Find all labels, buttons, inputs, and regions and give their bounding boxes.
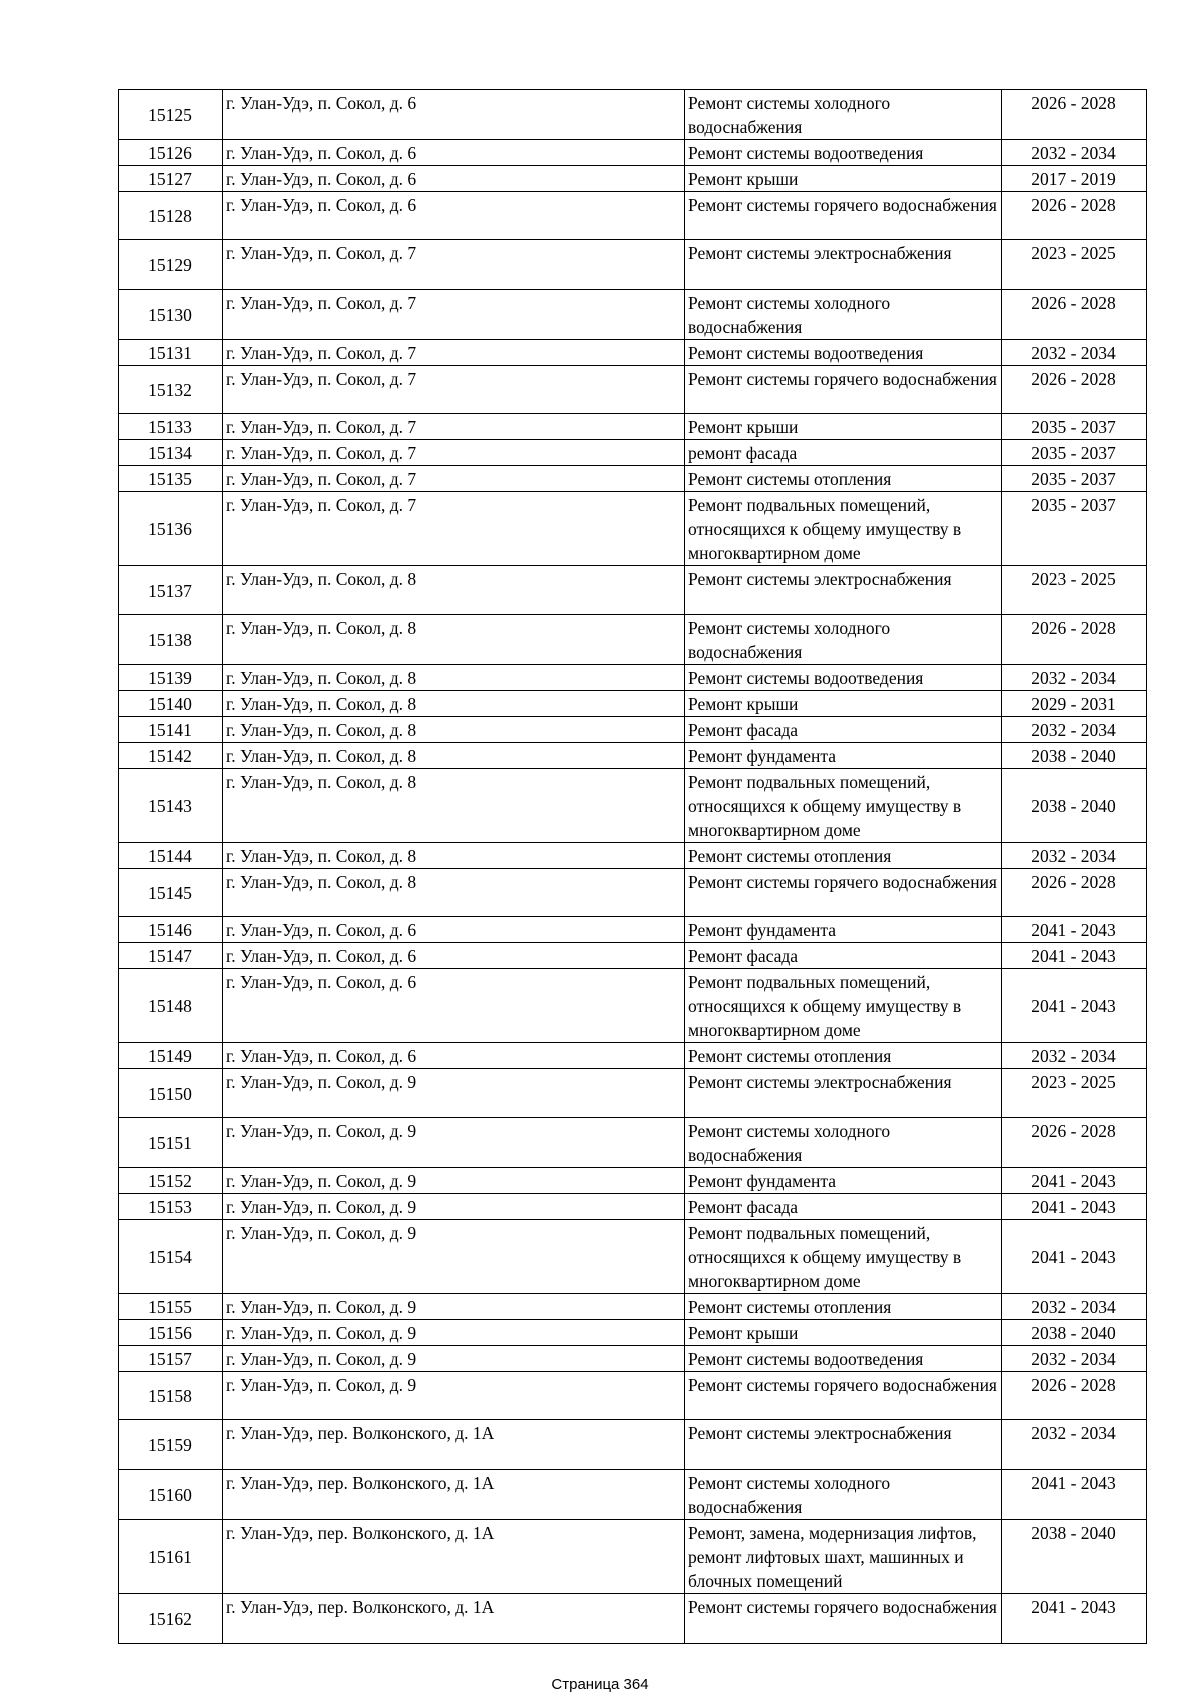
row-id-cell: 15152: [119, 1168, 223, 1194]
work-type-cell: Ремонт фундамента: [685, 917, 1002, 943]
row-id-cell: 15128: [119, 192, 223, 240]
table-row: [119, 466, 1147, 492]
row-id-cell: 15125: [119, 90, 223, 140]
address-cell: г. Улан-Удэ, п. Сокол, д. 6: [223, 90, 685, 140]
table-row: [119, 615, 1147, 665]
address-cell: г. Улан-Удэ, п. Сокол, д. 8: [223, 665, 685, 691]
table-row: [119, 743, 1147, 769]
address-cell: г. Улан-Удэ, п. Сокол, д. 9: [223, 1069, 685, 1118]
period-cell: 2035 - 2037: [1002, 466, 1147, 492]
address-cell: г. Улан-Удэ, п. Сокол, д. 7: [223, 290, 685, 340]
period-cell: 2035 - 2037: [1002, 440, 1147, 466]
work-type-cell: Ремонт системы холодного водоснабжения: [685, 1470, 1002, 1520]
row-id-cell: 15148: [119, 969, 223, 1043]
period-cell: 2041 - 2043: [1002, 1194, 1147, 1220]
address-cell: г. Улан-Удэ, п. Сокол, д. 8: [223, 869, 685, 917]
period-cell: 2041 - 2043: [1002, 969, 1147, 1043]
address-cell: г. Улан-Удэ, п. Сокол, д. 6: [223, 192, 685, 240]
row-id-cell: 15145: [119, 869, 223, 917]
row-id-cell: 15154: [119, 1220, 223, 1294]
work-type-cell: Ремонт системы водоотведения: [685, 665, 1002, 691]
table-row: [119, 691, 1147, 717]
table-row: [119, 140, 1147, 166]
address-cell: г. Улан-Удэ, п. Сокол, д. 7: [223, 492, 685, 566]
address-cell: г. Улан-Удэ, п. Сокол, д. 7: [223, 366, 685, 414]
address-cell: г. Улан-Удэ, п. Сокол, д. 9: [223, 1194, 685, 1220]
row-id-cell: 15156: [119, 1320, 223, 1346]
period-cell: 2041 - 2043: [1002, 1470, 1147, 1520]
work-type-cell: Ремонт, замена, модернизация лифтов, ремонт лифтовых шахт, машинных и блочных помещений: [685, 1520, 1002, 1594]
row-id-cell: 15149: [119, 1043, 223, 1069]
address-cell: г. Улан-Удэ, п. Сокол, д. 8: [223, 717, 685, 743]
period-cell: 2038 - 2040: [1002, 743, 1147, 769]
work-type-cell: Ремонт системы отопления: [685, 466, 1002, 492]
table-row: [119, 1470, 1147, 1520]
row-id-cell: 15162: [119, 1594, 223, 1644]
work-type-cell: Ремонт системы электроснабжения: [685, 566, 1002, 615]
work-type-cell: Ремонт фундамента: [685, 1168, 1002, 1194]
table-row: [119, 566, 1147, 615]
period-cell: 2035 - 2037: [1002, 414, 1147, 440]
period-cell: 2041 - 2043: [1002, 917, 1147, 943]
table-row: [119, 1594, 1147, 1644]
period-cell: 2038 - 2040: [1002, 769, 1147, 843]
row-id-cell: 15132: [119, 366, 223, 414]
address-cell: г. Улан-Удэ, п. Сокол, д. 9: [223, 1118, 685, 1168]
table-row: [119, 440, 1147, 466]
row-id-cell: 15137: [119, 566, 223, 615]
work-type-cell: Ремонт фасада: [685, 717, 1002, 743]
address-cell: г. Улан-Удэ, пер. Волконского, д. 1А: [223, 1420, 685, 1470]
period-cell: 2041 - 2043: [1002, 1594, 1147, 1644]
row-id-cell: 15138: [119, 615, 223, 665]
table-row: [119, 1118, 1147, 1168]
address-cell: г. Улан-Удэ, п. Сокол, д. 8: [223, 615, 685, 665]
address-cell: г. Улан-Удэ, п. Сокол, д. 6: [223, 140, 685, 166]
table-row: [119, 1069, 1147, 1118]
work-type-cell: Ремонт фундамента: [685, 743, 1002, 769]
table-row: [119, 1372, 1147, 1420]
row-id-cell: 15147: [119, 943, 223, 969]
work-type-cell: Ремонт системы водоотведения: [685, 340, 1002, 366]
work-type-cell: Ремонт системы водоотведения: [685, 140, 1002, 166]
row-id-cell: 15136: [119, 492, 223, 566]
work-type-cell: Ремонт системы электроснабжения: [685, 240, 1002, 290]
table-row: [119, 943, 1147, 969]
address-cell: г. Улан-Удэ, пер. Волконского, д. 1А: [223, 1520, 685, 1594]
table-row: [119, 1520, 1147, 1594]
row-id-cell: 15158: [119, 1372, 223, 1420]
row-id-cell: 15161: [119, 1520, 223, 1594]
period-cell: 2026 - 2028: [1002, 366, 1147, 414]
table-row: [119, 1220, 1147, 1294]
row-id-cell: 15155: [119, 1294, 223, 1320]
address-cell: г. Улан-Удэ, п. Сокол, д. 7: [223, 440, 685, 466]
table-row: [119, 414, 1147, 440]
period-cell: 2023 - 2025: [1002, 566, 1147, 615]
work-type-cell: Ремонт системы холодного водоснабжения: [685, 615, 1002, 665]
address-cell: г. Улан-Удэ, п. Сокол, д. 6: [223, 1043, 685, 1069]
period-cell: 2032 - 2034: [1002, 340, 1147, 366]
work-type-cell: Ремонт подвальных помещений, относящихся к общему имуществу в многоквартирном доме: [685, 1220, 1002, 1294]
work-type-cell: Ремонт крыши: [685, 166, 1002, 192]
work-type-cell: Ремонт системы электроснабжения: [685, 1069, 1002, 1118]
period-cell: 2026 - 2028: [1002, 1372, 1147, 1420]
work-type-cell: Ремонт подвальных помещений, относящихся к общему имуществу в многоквартирном доме: [685, 769, 1002, 843]
period-cell: 2032 - 2034: [1002, 1043, 1147, 1069]
table-row: [119, 1043, 1147, 1069]
row-id-cell: 15153: [119, 1194, 223, 1220]
table-body: [119, 90, 1147, 1644]
period-cell: 2026 - 2028: [1002, 615, 1147, 665]
table-row: [119, 1420, 1147, 1470]
period-cell: 2023 - 2025: [1002, 1069, 1147, 1118]
row-id-cell: 15126: [119, 140, 223, 166]
period-cell: 2017 - 2019: [1002, 166, 1147, 192]
work-type-cell: Ремонт подвальных помещений, относящихся к общему имуществу в многоквартирном доме: [685, 969, 1002, 1043]
work-type-cell: Ремонт системы водоотведения: [685, 1346, 1002, 1372]
period-cell: 2035 - 2037: [1002, 492, 1147, 566]
period-cell: 2041 - 2043: [1002, 1220, 1147, 1294]
table-row: [119, 90, 1147, 140]
address-cell: г. Улан-Удэ, п. Сокол, д. 8: [223, 769, 685, 843]
row-id-cell: 15135: [119, 466, 223, 492]
address-cell: г. Улан-Удэ, п. Сокол, д. 8: [223, 691, 685, 717]
address-cell: г. Улан-Удэ, п. Сокол, д. 8: [223, 743, 685, 769]
address-cell: г. Улан-Удэ, пер. Волконского, д. 1А: [223, 1594, 685, 1644]
period-cell: 2023 - 2025: [1002, 240, 1147, 290]
work-type-cell: Ремонт фасада: [685, 1194, 1002, 1220]
address-cell: г. Улан-Удэ, пер. Волконского, д. 1А: [223, 1470, 685, 1520]
work-type-cell: Ремонт системы холодного водоснабжения: [685, 90, 1002, 140]
address-cell: г. Улан-Удэ, п. Сокол, д. 7: [223, 414, 685, 440]
work-type-cell: Ремонт крыши: [685, 691, 1002, 717]
work-type-cell: Ремонт крыши: [685, 1320, 1002, 1346]
work-type-cell: Ремонт системы горячего водоснабжения: [685, 366, 1002, 414]
row-id-cell: 15151: [119, 1118, 223, 1168]
work-type-cell: ремонт фасада: [685, 440, 1002, 466]
table-row: [119, 366, 1147, 414]
address-cell: г. Улан-Удэ, п. Сокол, д. 6: [223, 917, 685, 943]
work-type-cell: Ремонт системы отопления: [685, 1294, 1002, 1320]
row-id-cell: 15146: [119, 917, 223, 943]
address-cell: г. Улан-Удэ, п. Сокол, д. 7: [223, 466, 685, 492]
address-cell: г. Улан-Удэ, п. Сокол, д. 8: [223, 843, 685, 869]
row-id-cell: 15160: [119, 1470, 223, 1520]
address-cell: г. Улан-Удэ, п. Сокол, д. 7: [223, 240, 685, 290]
work-type-cell: Ремонт системы горячего водоснабжения: [685, 1594, 1002, 1644]
table-row: [119, 843, 1147, 869]
period-cell: 2032 - 2034: [1002, 843, 1147, 869]
period-cell: 2041 - 2043: [1002, 943, 1147, 969]
work-type-cell: Ремонт крыши: [685, 414, 1002, 440]
table-row: [119, 166, 1147, 192]
table-row: [119, 290, 1147, 340]
period-cell: 2026 - 2028: [1002, 90, 1147, 140]
period-cell: 2032 - 2034: [1002, 665, 1147, 691]
row-id-cell: 15142: [119, 743, 223, 769]
work-type-cell: Ремонт системы холодного водоснабжения: [685, 1118, 1002, 1168]
table-row: [119, 1194, 1147, 1220]
row-id-cell: 15141: [119, 717, 223, 743]
period-cell: 2041 - 2043: [1002, 1168, 1147, 1194]
work-type-cell: Ремонт системы холодного водоснабжения: [685, 290, 1002, 340]
address-cell: г. Улан-Удэ, п. Сокол, д. 6: [223, 166, 685, 192]
address-cell: г. Улан-Удэ, п. Сокол, д. 9: [223, 1372, 685, 1420]
period-cell: 2032 - 2034: [1002, 1294, 1147, 1320]
table-row: [119, 917, 1147, 943]
work-type-cell: Ремонт системы горячего водоснабжения: [685, 192, 1002, 240]
table-row: [119, 869, 1147, 917]
period-cell: 2038 - 2040: [1002, 1520, 1147, 1594]
row-id-cell: 15134: [119, 440, 223, 466]
table-row: [119, 340, 1147, 366]
row-id-cell: 15127: [119, 166, 223, 192]
table-row: [119, 769, 1147, 843]
period-cell: 2026 - 2028: [1002, 1118, 1147, 1168]
page-number: Страница 364: [551, 1676, 649, 1693]
table-row: [119, 665, 1147, 691]
table-row: [119, 1294, 1147, 1320]
work-type-cell: Ремонт системы горячего водоснабжения: [685, 1372, 1002, 1420]
period-cell: 2026 - 2028: [1002, 290, 1147, 340]
row-id-cell: 15139: [119, 665, 223, 691]
row-id-cell: 15129: [119, 240, 223, 290]
period-cell: 2026 - 2028: [1002, 869, 1147, 917]
work-type-cell: Ремонт фасада: [685, 943, 1002, 969]
address-cell: г. Улан-Удэ, п. Сокол, д. 9: [223, 1168, 685, 1194]
address-cell: г. Улан-Удэ, п. Сокол, д. 9: [223, 1320, 685, 1346]
row-id-cell: 15133: [119, 414, 223, 440]
table-row: [119, 1346, 1147, 1372]
address-cell: г. Улан-Удэ, п. Сокол, д. 9: [223, 1220, 685, 1294]
address-cell: г. Улан-Удэ, п. Сокол, д. 9: [223, 1294, 685, 1320]
work-type-cell: Ремонт подвальных помещений, относящихся к общему имуществу в многоквартирном доме: [685, 492, 1002, 566]
table-row: [119, 717, 1147, 743]
work-type-cell: Ремонт системы отопления: [685, 843, 1002, 869]
address-cell: г. Улан-Удэ, п. Сокол, д. 6: [223, 943, 685, 969]
address-cell: г. Улан-Удэ, п. Сокол, д. 8: [223, 566, 685, 615]
row-id-cell: 15131: [119, 340, 223, 366]
row-id-cell: 15159: [119, 1420, 223, 1470]
period-cell: 2038 - 2040: [1002, 1320, 1147, 1346]
address-cell: г. Улан-Удэ, п. Сокол, д. 7: [223, 340, 685, 366]
period-cell: 2029 - 2031: [1002, 691, 1147, 717]
row-id-cell: 15157: [119, 1346, 223, 1372]
address-cell: г. Улан-Удэ, п. Сокол, д. 9: [223, 1346, 685, 1372]
row-id-cell: 15143: [119, 769, 223, 843]
row-id-cell: 15130: [119, 290, 223, 340]
work-type-cell: Ремонт системы отопления: [685, 1043, 1002, 1069]
address-cell: г. Улан-Удэ, п. Сокол, д. 6: [223, 969, 685, 1043]
row-id-cell: 15144: [119, 843, 223, 869]
period-cell: 2032 - 2034: [1002, 717, 1147, 743]
work-type-cell: Ремонт системы горячего водоснабжения: [685, 869, 1002, 917]
period-cell: 2032 - 2034: [1002, 140, 1147, 166]
table-row: [119, 969, 1147, 1043]
row-id-cell: 15150: [119, 1069, 223, 1118]
table-row: [119, 1320, 1147, 1346]
table-row: [119, 1168, 1147, 1194]
period-cell: 2026 - 2028: [1002, 192, 1147, 240]
table-row: [119, 240, 1147, 290]
table-row: [119, 192, 1147, 240]
work-type-cell: Ремонт системы электроснабжения: [685, 1420, 1002, 1470]
table-row: [119, 492, 1147, 566]
period-cell: 2032 - 2034: [1002, 1346, 1147, 1372]
repair-schedule-table: [118, 89, 1147, 1644]
row-id-cell: 15140: [119, 691, 223, 717]
period-cell: 2032 - 2034: [1002, 1420, 1147, 1470]
